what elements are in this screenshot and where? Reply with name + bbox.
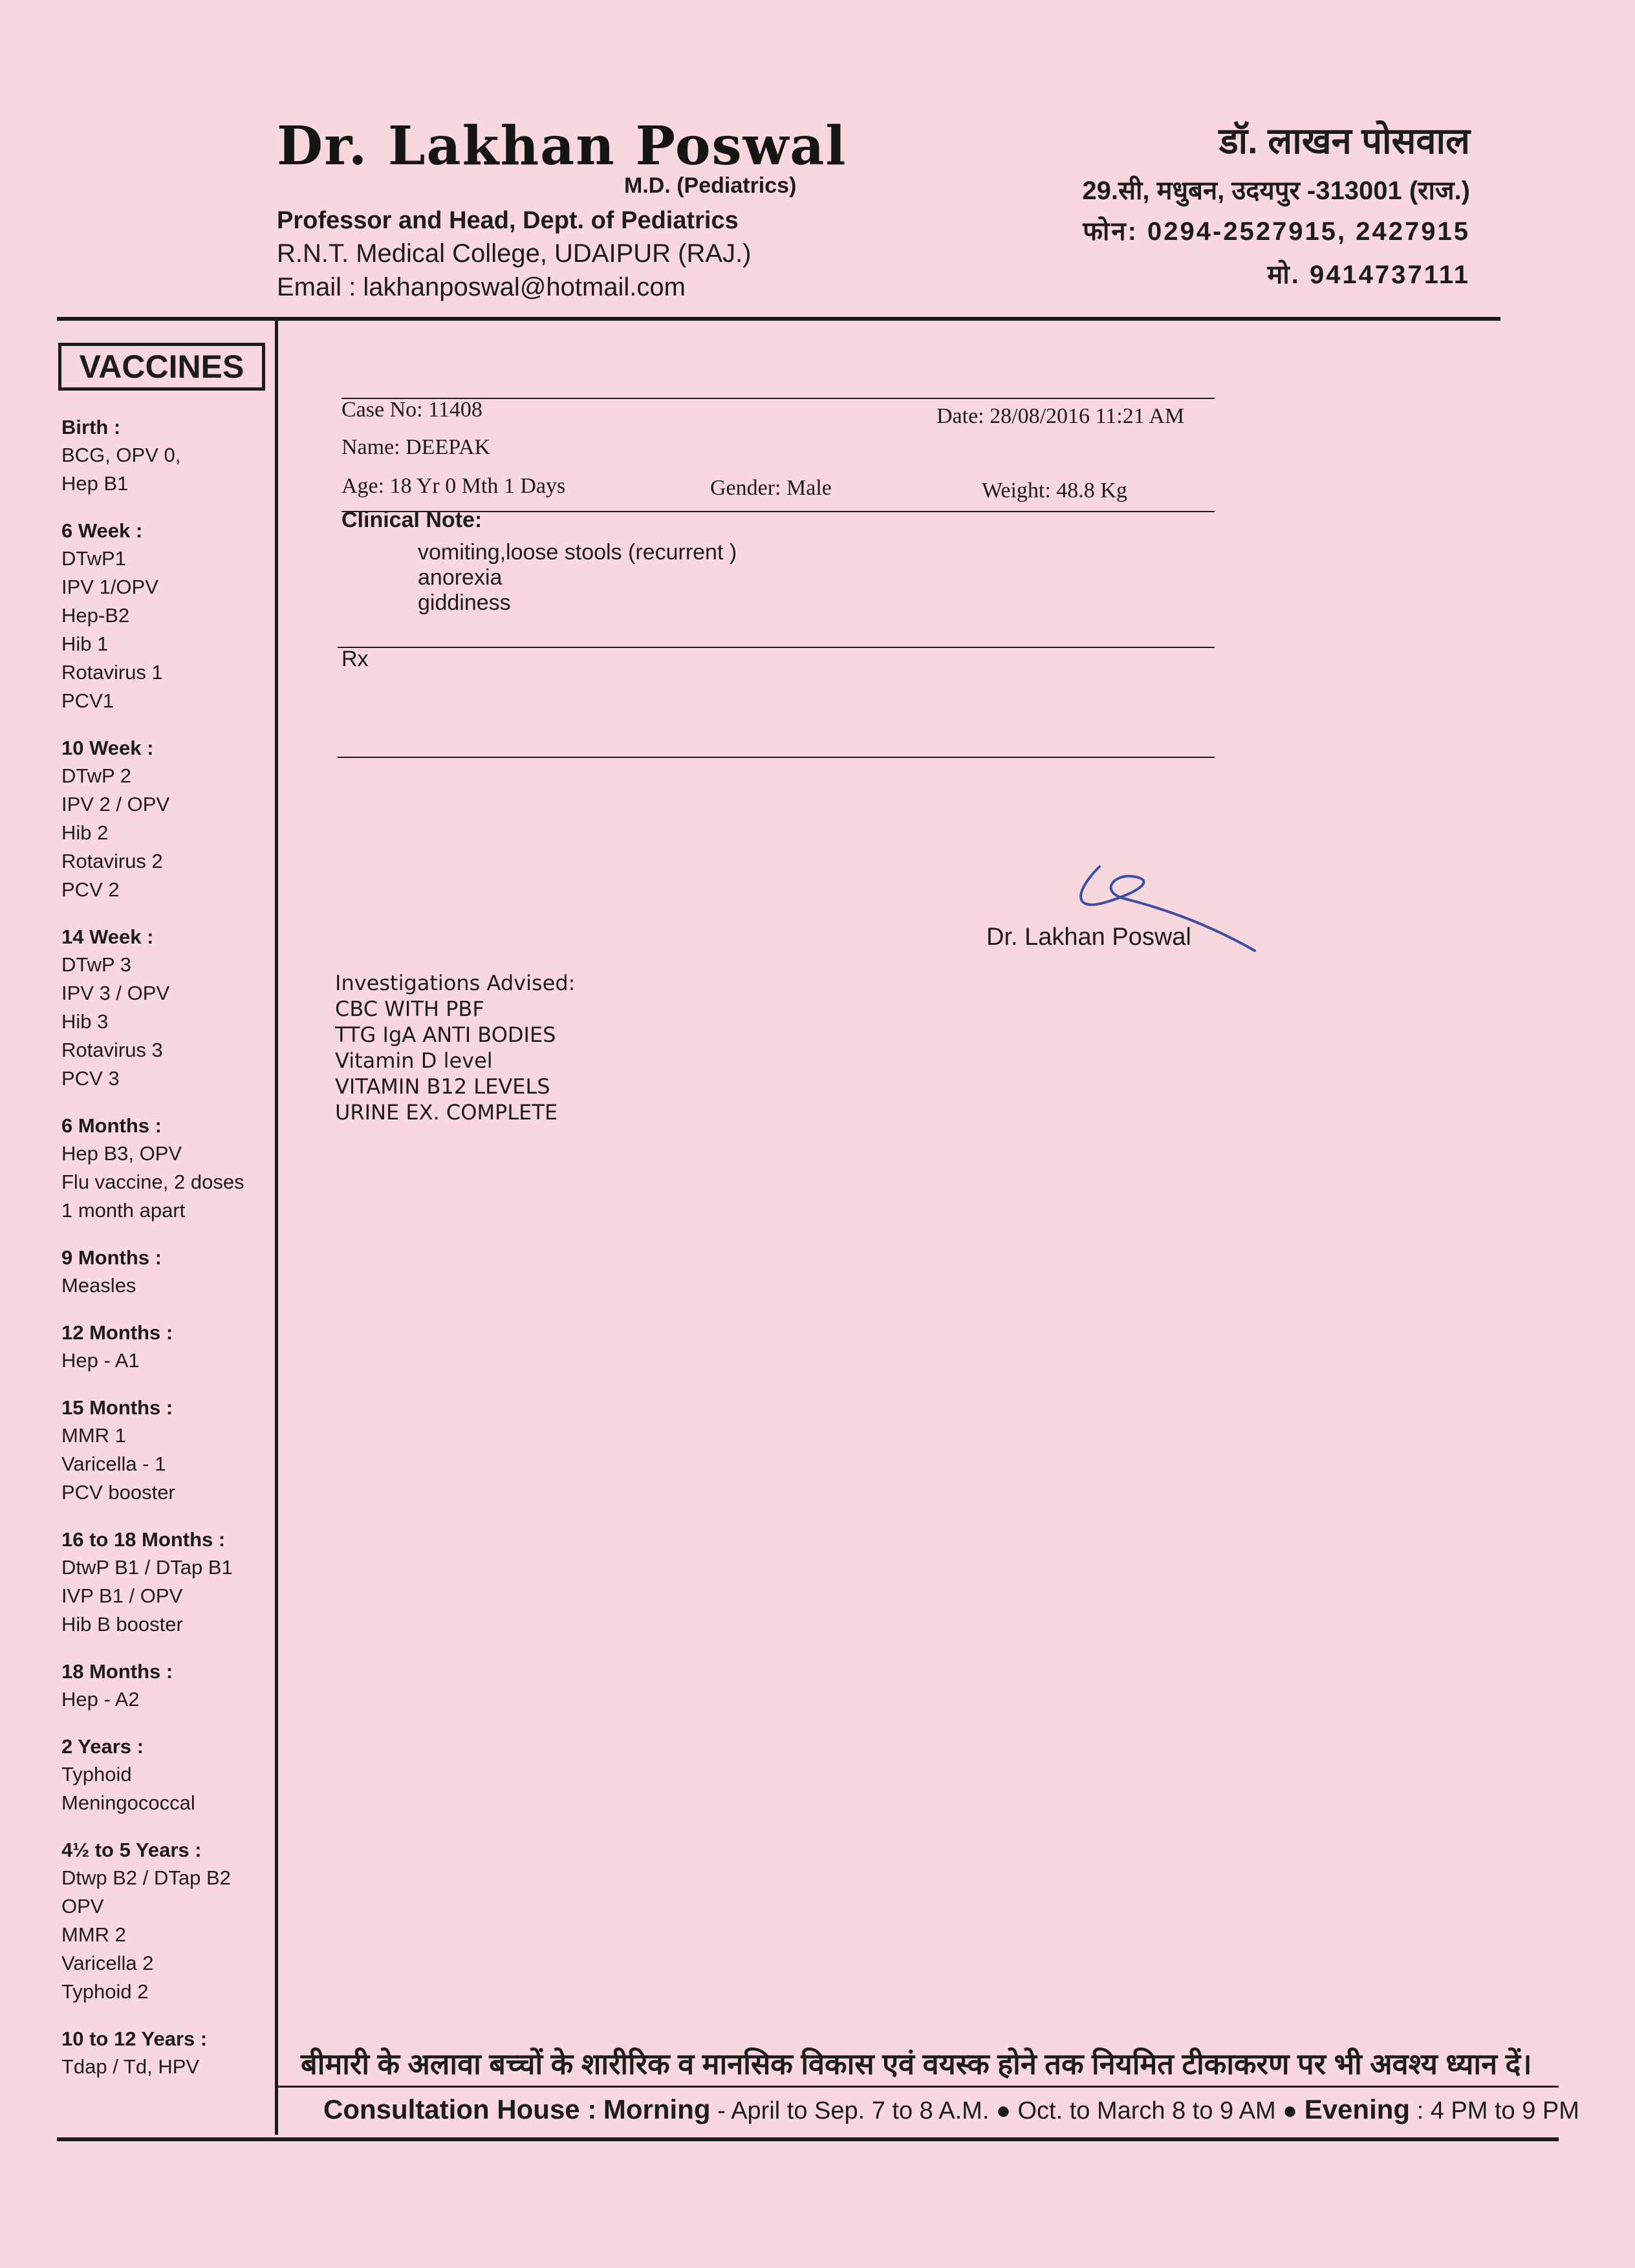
vaccine-item: PCV1 xyxy=(61,689,114,712)
patient-weight: Weight: 48.8 Kg xyxy=(982,479,1127,502)
vaccine-group-heading: 6 Months : xyxy=(61,1114,162,1137)
vaccine-group xyxy=(61,414,275,498)
doctor-name-hindi: डॉ. लाखन पोसवाल xyxy=(1218,120,1470,161)
vaccine-item: Rotavirus 1 xyxy=(61,661,163,684)
evening-hours: : 4 PM to 9 PM xyxy=(1410,2097,1579,2124)
vaccine-group xyxy=(61,735,275,904)
vaccine-group-heading: 10 Week : xyxy=(61,737,154,759)
vaccine-item: Hib 1 xyxy=(61,632,109,655)
investigation-item: VITAMIN B12 LEVELS xyxy=(335,1074,550,1099)
vaccine-item: Tdap / Td, HPV xyxy=(61,2055,200,2078)
patient-gender: Gender: Male xyxy=(710,476,832,500)
case-number: Case No: 11408 xyxy=(341,398,482,422)
clinical-note-title: Clinical Note: xyxy=(341,508,482,532)
clinical-note-line: vomiting,loose stools (recurrent ) xyxy=(418,540,737,565)
vaccine-item: Meningococcal xyxy=(61,1791,195,1814)
vaccine-group-heading: 14 Week : xyxy=(61,925,154,948)
evening-label: Evening xyxy=(1304,2094,1411,2124)
doctor-name: Dr. Lakhan Poswal xyxy=(277,115,847,177)
address-hindi: 29.सी, मधुबन, उदयपुर -313001 (राज.) xyxy=(1082,177,1470,205)
case-date: Date: 28/08/2016 11:21 AM xyxy=(937,404,1185,428)
college-name: R.N.T. Medical College, UDAIPUR (RAJ.) xyxy=(277,239,752,268)
patient-age: Age: 18 Yr 0 Mth 1 Days xyxy=(341,474,566,498)
doctor-email: Email : lakhanposwal@hotmail.com xyxy=(277,273,686,301)
vaccine-item: PCV 3 xyxy=(61,1067,120,1090)
vaccine-group xyxy=(61,1244,275,1300)
footer-rule-top xyxy=(275,2086,1559,2088)
vaccine-item: Hep-B2 xyxy=(61,604,130,627)
investigation-item: Vitamin D level xyxy=(335,1048,493,1073)
investigations-title: Investigations Advised: xyxy=(335,971,576,995)
vaccine-item: Rotavirus 3 xyxy=(61,1039,163,1061)
vaccine-group xyxy=(61,1319,275,1375)
vaccine-item: IPV 2 / OPV xyxy=(61,793,170,815)
vaccine-group-heading: 16 to 18 Months : xyxy=(61,1528,226,1551)
consultation-label: Consultation House : xyxy=(323,2094,597,2124)
vaccine-item: IVP B1 / OPV xyxy=(61,1584,183,1607)
vaccine-item: Hib B booster xyxy=(61,1613,183,1636)
signer-name: Dr. Lakhan Poswal xyxy=(986,923,1191,951)
vaccine-group-heading: 9 Months : xyxy=(61,1246,162,1269)
vaccine-item: MMR 1 xyxy=(61,1424,126,1447)
vaccine-group-heading: 12 Months : xyxy=(61,1321,173,1344)
vaccines-title: VACCINES xyxy=(58,343,265,391)
vaccine-group xyxy=(61,1394,275,1507)
vaccine-item: Hib 3 xyxy=(61,1010,109,1033)
vaccine-item: DTwP1 xyxy=(61,547,126,570)
vaccine-item: DTwP 3 xyxy=(61,953,131,976)
vaccine-item: Hep B1 xyxy=(61,472,129,495)
vaccine-group xyxy=(61,517,275,715)
vaccine-item: Typhoid 2 xyxy=(61,1980,149,2003)
vaccine-schedule xyxy=(61,414,275,2101)
footer-rule-bottom xyxy=(57,2137,1559,2141)
vaccine-group xyxy=(61,1658,275,1714)
vaccine-item: Hep B3, OPV xyxy=(61,1142,182,1165)
doctor-degree: M.D. (Pediatrics) xyxy=(624,173,797,198)
vaccine-item: 1 month apart xyxy=(61,1199,186,1222)
clinical-note-line: giddiness xyxy=(418,590,511,615)
vaccine-group-heading: 18 Months : xyxy=(61,1660,173,1683)
vaccine-group-heading: 2 Years : xyxy=(61,1735,144,1758)
vaccine-item: PCV booster xyxy=(61,1481,175,1504)
vaccine-item: Hib 2 xyxy=(61,821,109,844)
vaccine-group xyxy=(61,2025,275,2081)
vaccine-item: Hep - A1 xyxy=(61,1349,140,1372)
phone-hindi: फोन: 0294-2527915, 2427915 xyxy=(1083,217,1470,246)
vaccine-item: DTwP 2 xyxy=(61,764,131,787)
rx-top-rule xyxy=(338,647,1215,648)
vaccine-item: IPV 3 / OPV xyxy=(61,982,170,1004)
clinical-notes xyxy=(418,540,737,616)
vaccine-item: Varicella - 1 xyxy=(61,1453,166,1475)
vaccine-group xyxy=(61,1526,275,1639)
vaccine-item: Measles xyxy=(61,1274,136,1297)
vaccine-item: Hep - A2 xyxy=(61,1688,140,1711)
vaccine-item: Typhoid xyxy=(61,1763,132,1786)
investigations-block xyxy=(335,970,575,1125)
vaccine-group-heading: 10 to 12 Years : xyxy=(61,2027,208,2050)
vaccine-item: OPV xyxy=(61,1895,104,1917)
sidebar-divider xyxy=(275,321,278,2135)
vaccine-group xyxy=(61,923,275,1093)
vaccine-group-heading: 4½ to 5 Years : xyxy=(61,1839,202,1861)
vaccine-item: Varicella 2 xyxy=(61,1952,154,1974)
hindi-advice-note: बीमारी के अलावा बच्चों के शारीरिक व मानसिक विकास एवं वयस्क होने तक नियमित टीकाकरण पर भी अवश्य ध्यान दें। xyxy=(301,2047,1532,2080)
vaccine-group xyxy=(61,1112,275,1225)
vaccine-item: PCV 2 xyxy=(61,878,120,901)
mobile-hindi: मो. 9414737111 xyxy=(1267,261,1470,289)
vaccine-group xyxy=(61,1733,275,1817)
vaccine-item: DtwP B1 / DTap B1 xyxy=(61,1556,233,1579)
clinical-note-line: anorexia xyxy=(418,565,503,590)
vaccine-group-heading: 15 Months : xyxy=(61,1396,173,1419)
header-rule xyxy=(57,317,1500,321)
investigation-item: URINE EX. COMPLETE xyxy=(335,1100,558,1125)
vaccine-group-heading: Birth : xyxy=(61,416,121,438)
vaccine-item: Dtwp B2 / DTap B2 xyxy=(61,1866,231,1889)
vaccine-group-heading: 6 Week : xyxy=(61,519,143,542)
investigation-item: CBC WITH PBF xyxy=(335,997,484,1021)
doctor-position: Professor and Head, Dept. of Pediatrics xyxy=(277,207,739,234)
investigation-item: TTG IgA ANTI BODIES xyxy=(335,1022,556,1047)
morning-hours: - April to Sep. 7 to 8 A.M. ● Oct. to March 8 to 9 AM ● xyxy=(710,2097,1305,2124)
vaccine-item: BCG, OPV 0, xyxy=(61,444,181,466)
vaccine-item: MMR 2 xyxy=(61,1923,126,1946)
vaccine-item: Flu vaccine, 2 doses xyxy=(61,1171,244,1193)
vaccine-item: Rotavirus 2 xyxy=(61,850,163,872)
rx-bottom-rule xyxy=(338,757,1215,758)
vaccine-item: IPV 1/OPV xyxy=(61,576,158,598)
patient-name: Name: DEEPAK xyxy=(341,435,491,459)
vaccine-group xyxy=(61,1837,275,2006)
morning-label: Morning xyxy=(603,2094,711,2124)
rx-label: Rx xyxy=(341,647,369,671)
consultation-hours xyxy=(323,2094,1579,2125)
